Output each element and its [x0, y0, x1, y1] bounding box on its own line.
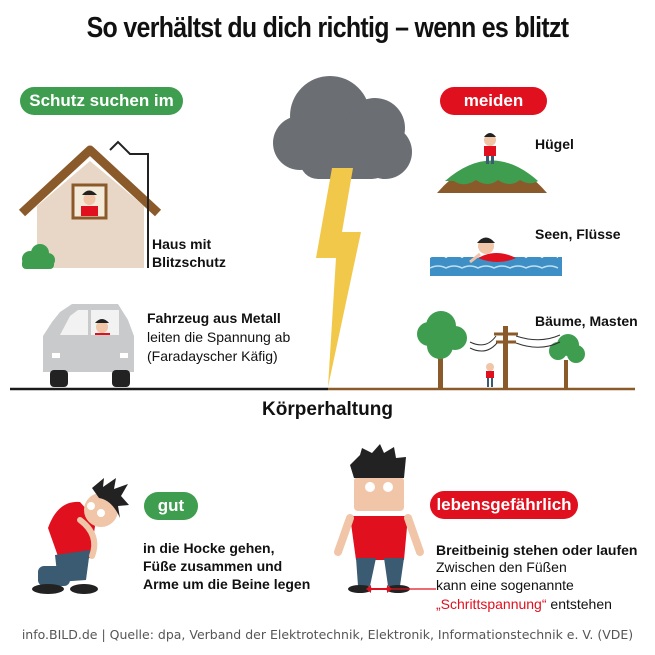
page-title: So verhältst du dich richtig – wenn es blitzt [86, 12, 569, 44]
danger-badge: lebensgefährlich [430, 491, 578, 519]
hill-label: Hügel [535, 136, 574, 152]
car-label-line2: leiten die Spannung ab [147, 329, 291, 345]
trees-label: Bäume, Masten [535, 313, 638, 329]
danger-label-line3: kann eine sogenannte [436, 577, 574, 593]
standing-person-icon [338, 444, 436, 593]
posture-heading: Körperhaltung [262, 399, 393, 420]
good-label-line3: Arme um die Beine legen [143, 576, 311, 592]
danger-label-line4 [436, 595, 612, 613]
shelter-heading-badge: Schutz suchen im [20, 87, 183, 115]
source-footer: info.BILD.de | Quelle: dpa, Verband der Elektrotechnik, Elektronik, Informationstechnik e. V. (VDE) [21, 627, 634, 642]
crouching-person-icon [32, 478, 129, 594]
lightning-bolt-icon [316, 168, 361, 387]
lake-swimmer-icon [426, 238, 562, 277]
danger-label-line4-rest: entstehen [546, 596, 612, 612]
good-badge: gut [144, 492, 198, 520]
good-label-line1: in die Hocke gehen, [143, 540, 275, 556]
danger-label-line2: Zwischen den Füßen [436, 559, 567, 575]
hill-icon [437, 133, 547, 193]
step-voltage-highlight: „Schrittspannung“ [436, 596, 547, 612]
avoid-heading-badge: meiden [440, 87, 547, 115]
storm-cloud-icon [273, 76, 412, 179]
water-label: Seen, Flüsse [535, 226, 621, 242]
house-label-line2: Blitzschutz [152, 254, 226, 270]
danger-label-line1: Breitbeinig stehen oder laufen [436, 542, 638, 558]
car-label-line1: Fahrzeug aus Metall [147, 310, 281, 326]
car-label-line3: (Faradayscher Käfig) [147, 348, 278, 364]
house-label-line1: Haus mit [152, 236, 212, 252]
metal-car-icon [43, 304, 134, 387]
good-label-line2: Füße zusammen und [143, 558, 283, 574]
